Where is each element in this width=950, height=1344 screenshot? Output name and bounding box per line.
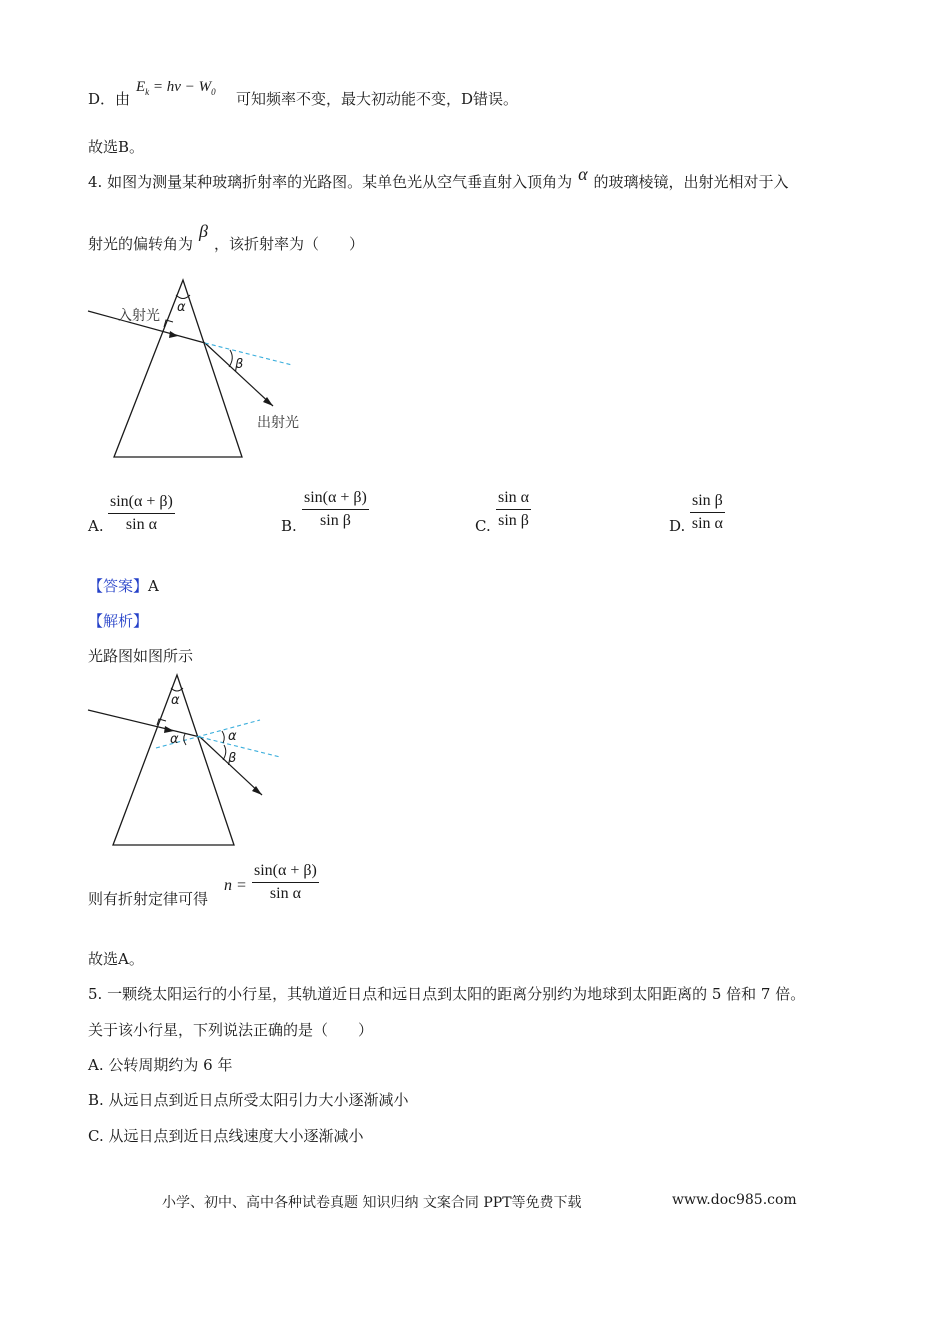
analysis-tag: 【解析】 — [88, 612, 149, 630]
q5-option-b: B. 从远日点到近日点所受太阳引力大小逐渐减小 — [88, 1091, 409, 1109]
law-fraction: $\frac{\sin(\alpha + \beta)}{\text{sin α}}$ — [254, 862, 317, 902]
option-b-letter: B. — [281, 517, 297, 535]
fig1-alpha: α — [177, 300, 186, 315]
beta-arc-2 — [223, 745, 226, 760]
option-c-fraction: $\frac{\text{sin α}}{\text{sin β}}$ — [498, 489, 530, 529]
photoelectric-formula: $E_k = h\nu - W_0$ — [136, 79, 216, 97]
fig1-beta: β — [235, 357, 244, 372]
option-c-letter: C. — [475, 517, 491, 535]
option-d-label: D．由 — [88, 90, 131, 108]
analysis-text: 光路图如图所示 — [88, 647, 194, 665]
footer-url[interactable]: www.doc985.com — [672, 1192, 797, 1208]
normal-dashed-line — [205, 343, 292, 365]
prism-figure-analysis — [80, 670, 290, 850]
incident-ray-2 — [88, 710, 200, 737]
option-a-fraction: $\frac{\sin(\alpha + \beta)}{\text{sin α}}$ — [110, 493, 173, 533]
q5-line2: 关于该小行星，下列说法正确的是（ ） — [88, 1021, 374, 1039]
exit-ray — [205, 343, 273, 406]
option-d-explanation — [88, 88, 130, 109]
deviation-angle-arc — [229, 350, 232, 367]
q4-line1: 4. 如图为测量某种玻璃折射率的光路图。某单色光从空气垂直射入顶角为 α 的玻璃棱镜，出射光相对于入 — [88, 164, 789, 191]
incident-extension-dashed — [200, 737, 280, 757]
footer-text: 小学、初中、高中各种试卷真题 知识归纳 文案合同 PPT等免费下载 — [162, 1195, 582, 1211]
q5-option-a: A. 公转周期约为 6 年 — [88, 1056, 233, 1074]
option-b-fraction: $\frac{\sin(\alpha + \beta)}{\text{sin β}}$ — [304, 489, 367, 529]
answer-b-conclusion: 故选B。 — [88, 138, 145, 156]
prism-figure — [80, 275, 320, 465]
fig2-apex-alpha: α — [171, 693, 180, 708]
option-d-fraction: $\frac{\text{sin β}}{\text{sin α}}$ — [691, 492, 723, 532]
fig2-outer-alpha: α — [228, 729, 237, 744]
answer-a-conclusion: 故选A。 — [88, 950, 144, 968]
exit-label: 出射光 — [257, 415, 299, 431]
outer-alpha-arc — [222, 731, 224, 743]
law-lhs: n = — [224, 877, 247, 894]
q4-line2: 射光的偏转角为β，该折射率为（ ） — [88, 221, 364, 253]
law-text: 则有折射定律可得 — [88, 890, 209, 908]
fig2-inner-alpha: α — [170, 732, 179, 747]
exit-ray-2 — [200, 737, 262, 795]
option-d-text: 可知频率不变，最大初动能不变，D错误。 — [236, 90, 519, 108]
incident-label: 入射光 — [118, 308, 160, 324]
incident-arrow — [169, 331, 178, 338]
q5-option-c: C. 从远日点到近日点线速度大小逐渐减小 — [88, 1127, 364, 1145]
answer-line: 【答案】A — [88, 577, 159, 595]
option-a-letter: A. — [88, 517, 104, 535]
option-d-letter: D. — [669, 517, 686, 535]
fig2-beta: β — [228, 751, 237, 766]
q5-line1: 5. 一颗绕太阳运行的小行星，其轨道近日点和远日点到太阳的距离分别约为地球到太阳距离的 5 倍和 7 倍。 — [88, 985, 806, 1003]
